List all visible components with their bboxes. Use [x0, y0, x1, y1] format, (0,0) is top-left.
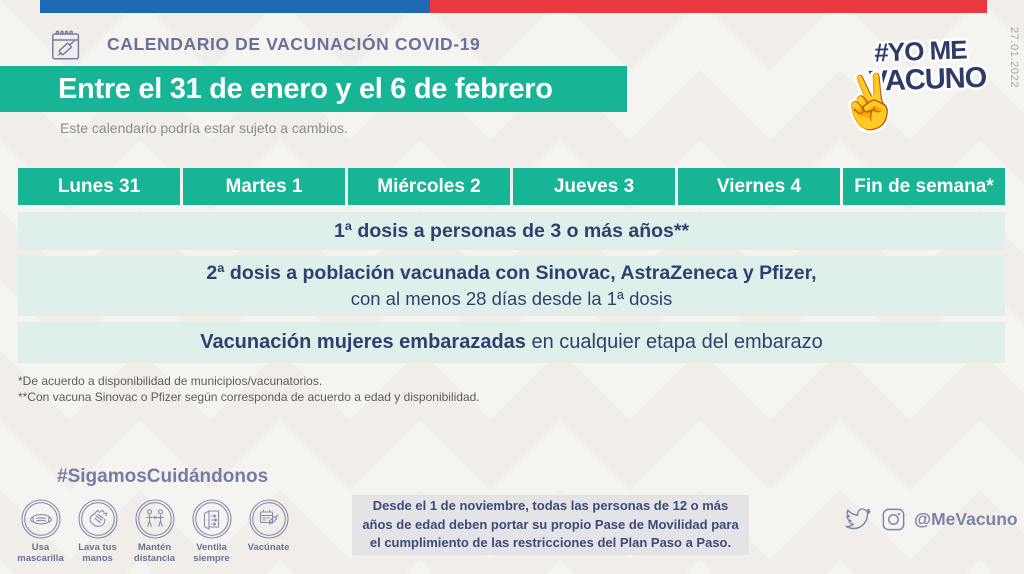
instagram-icon — [880, 506, 907, 533]
date-range-banner — [0, 66, 627, 112]
mobility-pass-notice — [352, 495, 749, 555]
yo-me-vacuno-logo — [829, 33, 996, 140]
get-vaccinated-icon — [249, 499, 289, 539]
day-header-miercoles: Miércoles 2 — [348, 168, 510, 205]
logo-line2: VACUNO — [868, 61, 987, 98]
tip-label-line1: Usa — [31, 542, 50, 553]
row-text-bold: Vacunación mujeres embarazadas — [200, 331, 526, 353]
keep-distance-icon — [135, 499, 175, 539]
disclaimer-note: Este calendario podría estar sujeto a cambios. — [60, 120, 348, 136]
twitter-icon — [843, 507, 873, 533]
tip-label-line1: Vacúnate — [247, 542, 290, 553]
wash-hands-icon — [78, 499, 118, 539]
tip-label-line2: manos — [82, 553, 113, 564]
tip-vaccinate — [240, 499, 297, 564]
day-header-lunes: Lunes 31 — [18, 168, 180, 205]
social-media-row — [843, 506, 1018, 533]
watermark-date: 27.01.2022 — [1008, 27, 1020, 89]
tip-label-line1: Ventila — [196, 542, 227, 553]
weekday-header-row — [18, 168, 1005, 205]
day-header-martes: Martes 1 — [183, 168, 345, 205]
tip-distance — [126, 499, 183, 564]
day-header-finde: Fin de semana* — [843, 168, 1005, 205]
mobility-pass-text: Desde el 1 de noviembre, todas las personas de 12 o más años de edad deben portar su propio Pase de Movilidad para el cumplimiento de las restricciones del Plan Paso a Paso. — [362, 498, 739, 551]
tip-label-line1: Lava tus — [78, 542, 117, 553]
calendar-row-pregnant — [18, 322, 1005, 363]
footnote-2: **Con vacuna Sinovac o Pfizer según corresponda de acuerdo a edad y disponibilidad. — [18, 390, 480, 404]
face-mask-icon — [21, 499, 61, 539]
tip-ventilate — [183, 499, 240, 564]
date-range-text: Entre el 31 de enero y el 6 de febrero — [58, 72, 553, 105]
row-text-bold: 2ª dosis a población vacunada con Sinovac, AstraZeneca y Pfizer, — [206, 262, 817, 285]
day-header-jueves: Jueves 3 — [513, 168, 675, 205]
victory-hand-icon: ✌ — [829, 66, 908, 140]
row-text-regular: con al menos 28 días desde la 1ª dosis — [350, 287, 673, 309]
tip-mask — [12, 499, 69, 564]
calendar-row-first-dose — [18, 212, 1005, 250]
flag-bar-red — [430, 0, 987, 13]
row-text-regular: en cualquier etapa del embarazo — [525, 331, 823, 353]
campaign-hashtag: #SigamosCuidándonos — [57, 466, 269, 487]
tip-label-line2: mascarilla — [17, 553, 64, 564]
tip-label-line1: Mantén — [137, 542, 172, 553]
ventilate-icon — [192, 499, 232, 539]
tip-wash-hands — [69, 499, 126, 564]
tip-label-line2: distancia — [133, 553, 176, 564]
calendar-row-second-dose — [18, 256, 1005, 316]
page-title: CALENDARIO DE VACUNACIÓN COVID-19 — [107, 34, 481, 54]
day-header-viernes: Viernes 4 — [678, 168, 840, 205]
logo-line1: #YO ME — [873, 34, 968, 68]
health-tips-row — [12, 499, 297, 564]
calendar-syringe-icon — [50, 26, 83, 64]
row-text-bold: 1ª dosis a personas de 3 o más años** — [333, 219, 690, 242]
footnote-1: *De acuerdo a disponibilidad de municipios/vacunatorios. — [18, 374, 323, 388]
flag-bar-blue — [40, 0, 430, 13]
social-handle: @MeVacuno — [914, 509, 1018, 529]
tip-label-line2: siempre — [193, 553, 230, 564]
footnotes — [18, 373, 480, 405]
